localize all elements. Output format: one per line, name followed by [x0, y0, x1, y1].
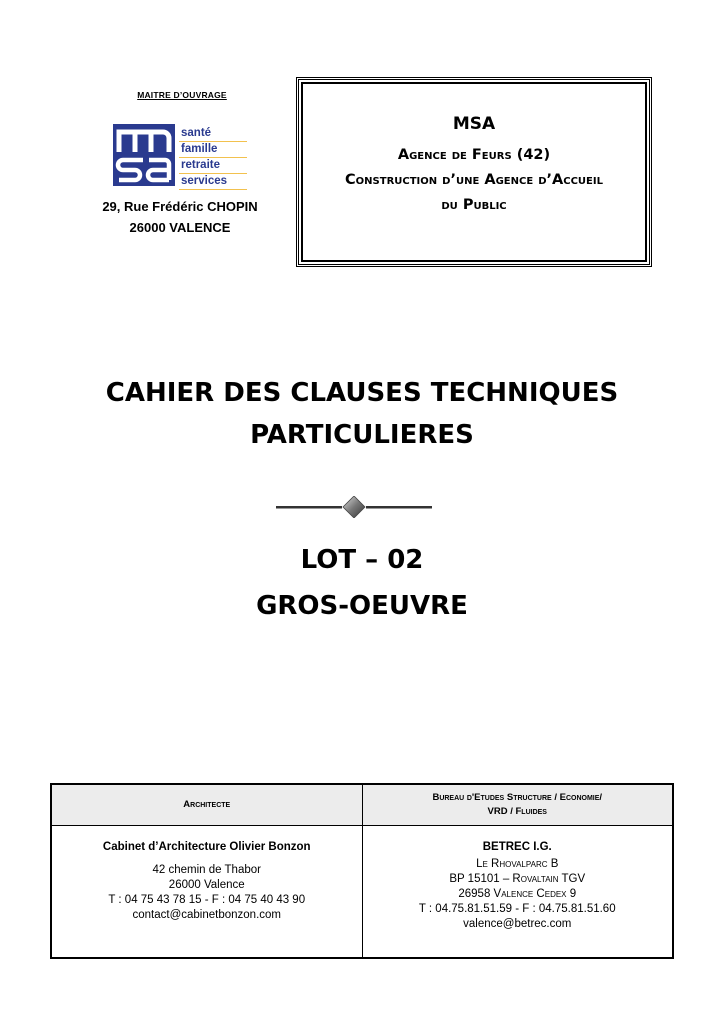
- engineer-details: [362, 826, 673, 959]
- title-line-1: CAHIER DES CLAUSES TECHNIQUES: [105, 378, 619, 408]
- engineer-phone: T : 04.75.81.51.59 - F : 04.75.81.51.60: [418, 903, 616, 915]
- team-details-row: [51, 826, 673, 959]
- msa-logo-text: [179, 126, 247, 190]
- engineer-address-line1: Le Rhovalparc B: [476, 858, 559, 870]
- engineer-header-line1: Bureau d'Etudes Structure / Economie/: [432, 792, 603, 803]
- engineer-header: [362, 784, 673, 826]
- title-line-2: PARTICULIERES: [250, 420, 474, 450]
- document-title: [40, 372, 684, 456]
- lot-name: GROS-OEUVRE: [256, 591, 468, 621]
- engineer-header-line2: VRD / Fluides: [487, 806, 547, 817]
- engineer-address-line2: BP 15101 – Rovaltain TGV: [449, 873, 586, 885]
- architect-name: Cabinet d’Architecture Olivier Bonzon: [102, 841, 311, 853]
- project-description-cont: du Public: [441, 197, 507, 213]
- lot-number: LOT – 02: [300, 545, 424, 575]
- team-header-row: [51, 784, 673, 826]
- logo-line: services: [179, 174, 247, 190]
- owner-city: 26000 VALENCE: [129, 220, 231, 235]
- project-description: Construction d’une Agence d’Accueil: [345, 172, 603, 188]
- architect-address: 42 chemin de Thabor: [152, 864, 261, 876]
- engineer-name: BETREC I.G.: [482, 841, 552, 853]
- logo-line: famille: [179, 142, 247, 158]
- owner-street: 29, Rue Frédéric CHOPIN: [102, 199, 258, 214]
- lot-heading: [40, 537, 684, 629]
- logo-line: santé: [179, 126, 247, 142]
- architect-header: Architecte: [51, 784, 362, 826]
- project-name: MSA: [452, 114, 496, 134]
- engineer-email: valence@betrec.com: [463, 918, 572, 930]
- engineer-address-line3: 26958 Valence Cedex 9: [458, 888, 577, 900]
- architect-details: [51, 826, 362, 959]
- project-box: [296, 77, 652, 267]
- owner-address: [80, 196, 280, 238]
- architect-email: contact@cabinetbonzon.com: [132, 909, 281, 921]
- logo-line: retraite: [179, 158, 247, 174]
- architect-phone: T : 04 75 43 78 15 - F : 04 75 40 43 90: [108, 894, 306, 906]
- project-team-table: [50, 783, 674, 959]
- project-agency: Agence de Feurs (42): [397, 147, 551, 163]
- msa-logo: [113, 124, 248, 188]
- architect-city: 26000 Valence: [168, 879, 245, 891]
- ornament-divider-icon: [276, 496, 432, 518]
- owner-label: MAITRE D’OUVRAGE: [137, 90, 227, 100]
- msa-logo-mark: [113, 124, 175, 186]
